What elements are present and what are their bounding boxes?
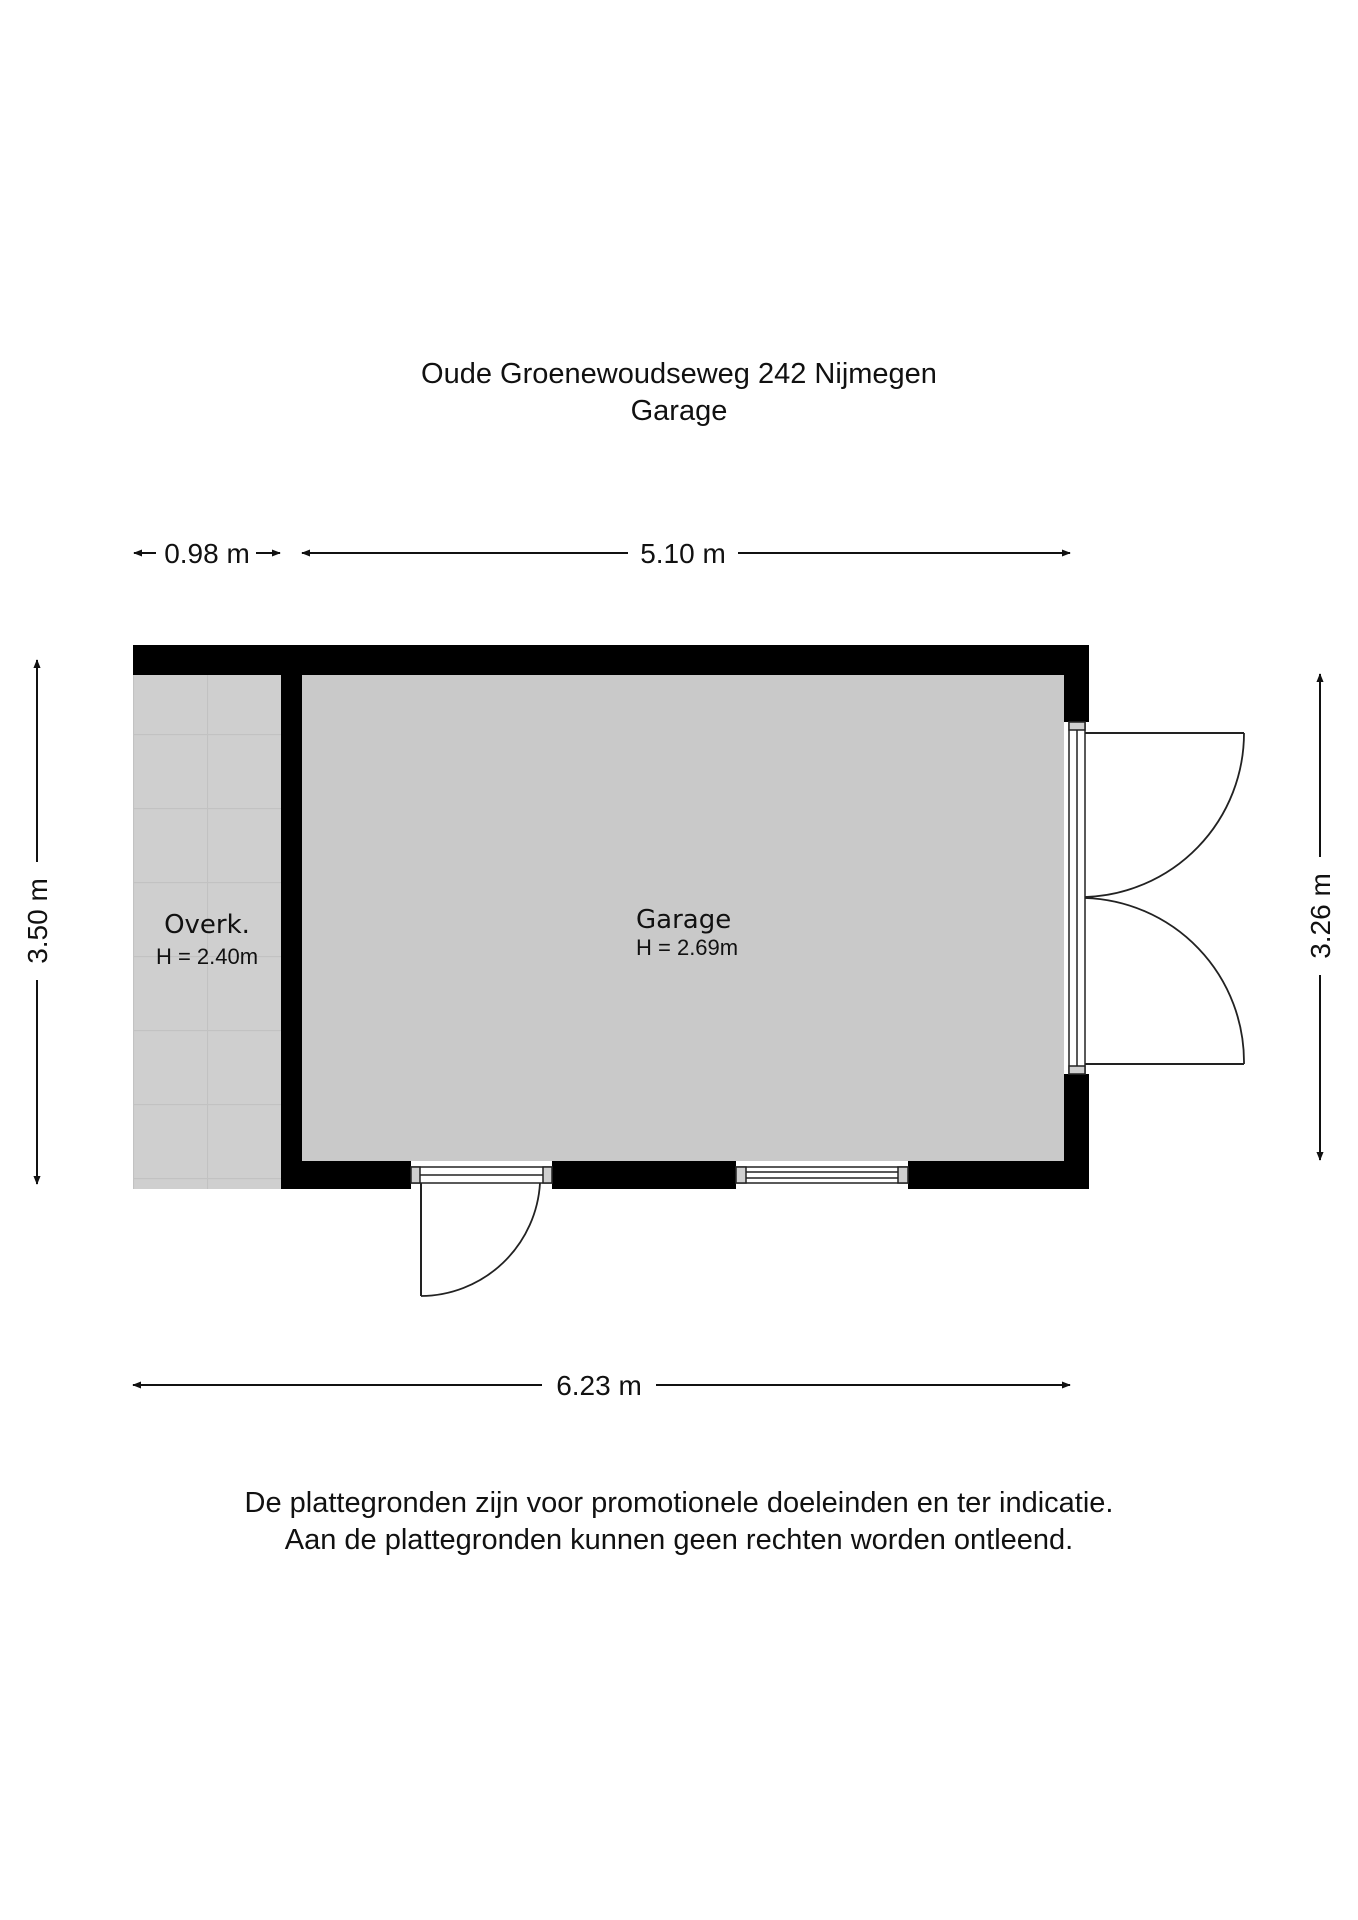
- bottom-door: [411, 1167, 552, 1296]
- dimension-right-height-label: 3.26 m: [1305, 873, 1336, 959]
- dimension-garage-width-label: 5.10 m: [640, 538, 726, 569]
- right-wall-top: [1064, 660, 1089, 722]
- bottom-wall-mid: [552, 1161, 736, 1189]
- room-garage-name: Garage: [636, 905, 732, 935]
- disclaimer-line-1: De plattegronden zijn voor promotionele doeleinden en ter indicatie.: [244, 1487, 1114, 1519]
- dimension-total-width-label: 6.23 m: [556, 1370, 642, 1401]
- right-double-door: [1069, 722, 1244, 1074]
- right-wall-bottom: [1064, 1074, 1089, 1189]
- dimension-left-height-label: 3.50 m: [22, 878, 53, 964]
- disclaimer: [0, 1485, 1358, 1559]
- bottom-wall-left: [281, 1161, 411, 1189]
- address-title: Oude Groenewoudseweg 242 Nijmegen: [421, 358, 937, 390]
- disclaimer-line-2: Aan de plattegronden kunnen geen rechten worden ontleend.: [284, 1524, 1074, 1556]
- room-overk-name: Overk.: [164, 910, 250, 940]
- floor-title: Garage: [630, 395, 728, 427]
- bottom-wall-right: [908, 1161, 1089, 1189]
- room-overk-height: H = 2.40m: [155, 944, 259, 969]
- bottom-window: [736, 1167, 908, 1183]
- partition-wall: [281, 660, 302, 1189]
- top-wall: [133, 645, 1089, 675]
- dimension-overk-width-label: 0.98 m: [164, 538, 250, 569]
- room-garage-height: H = 2.69m: [636, 935, 739, 960]
